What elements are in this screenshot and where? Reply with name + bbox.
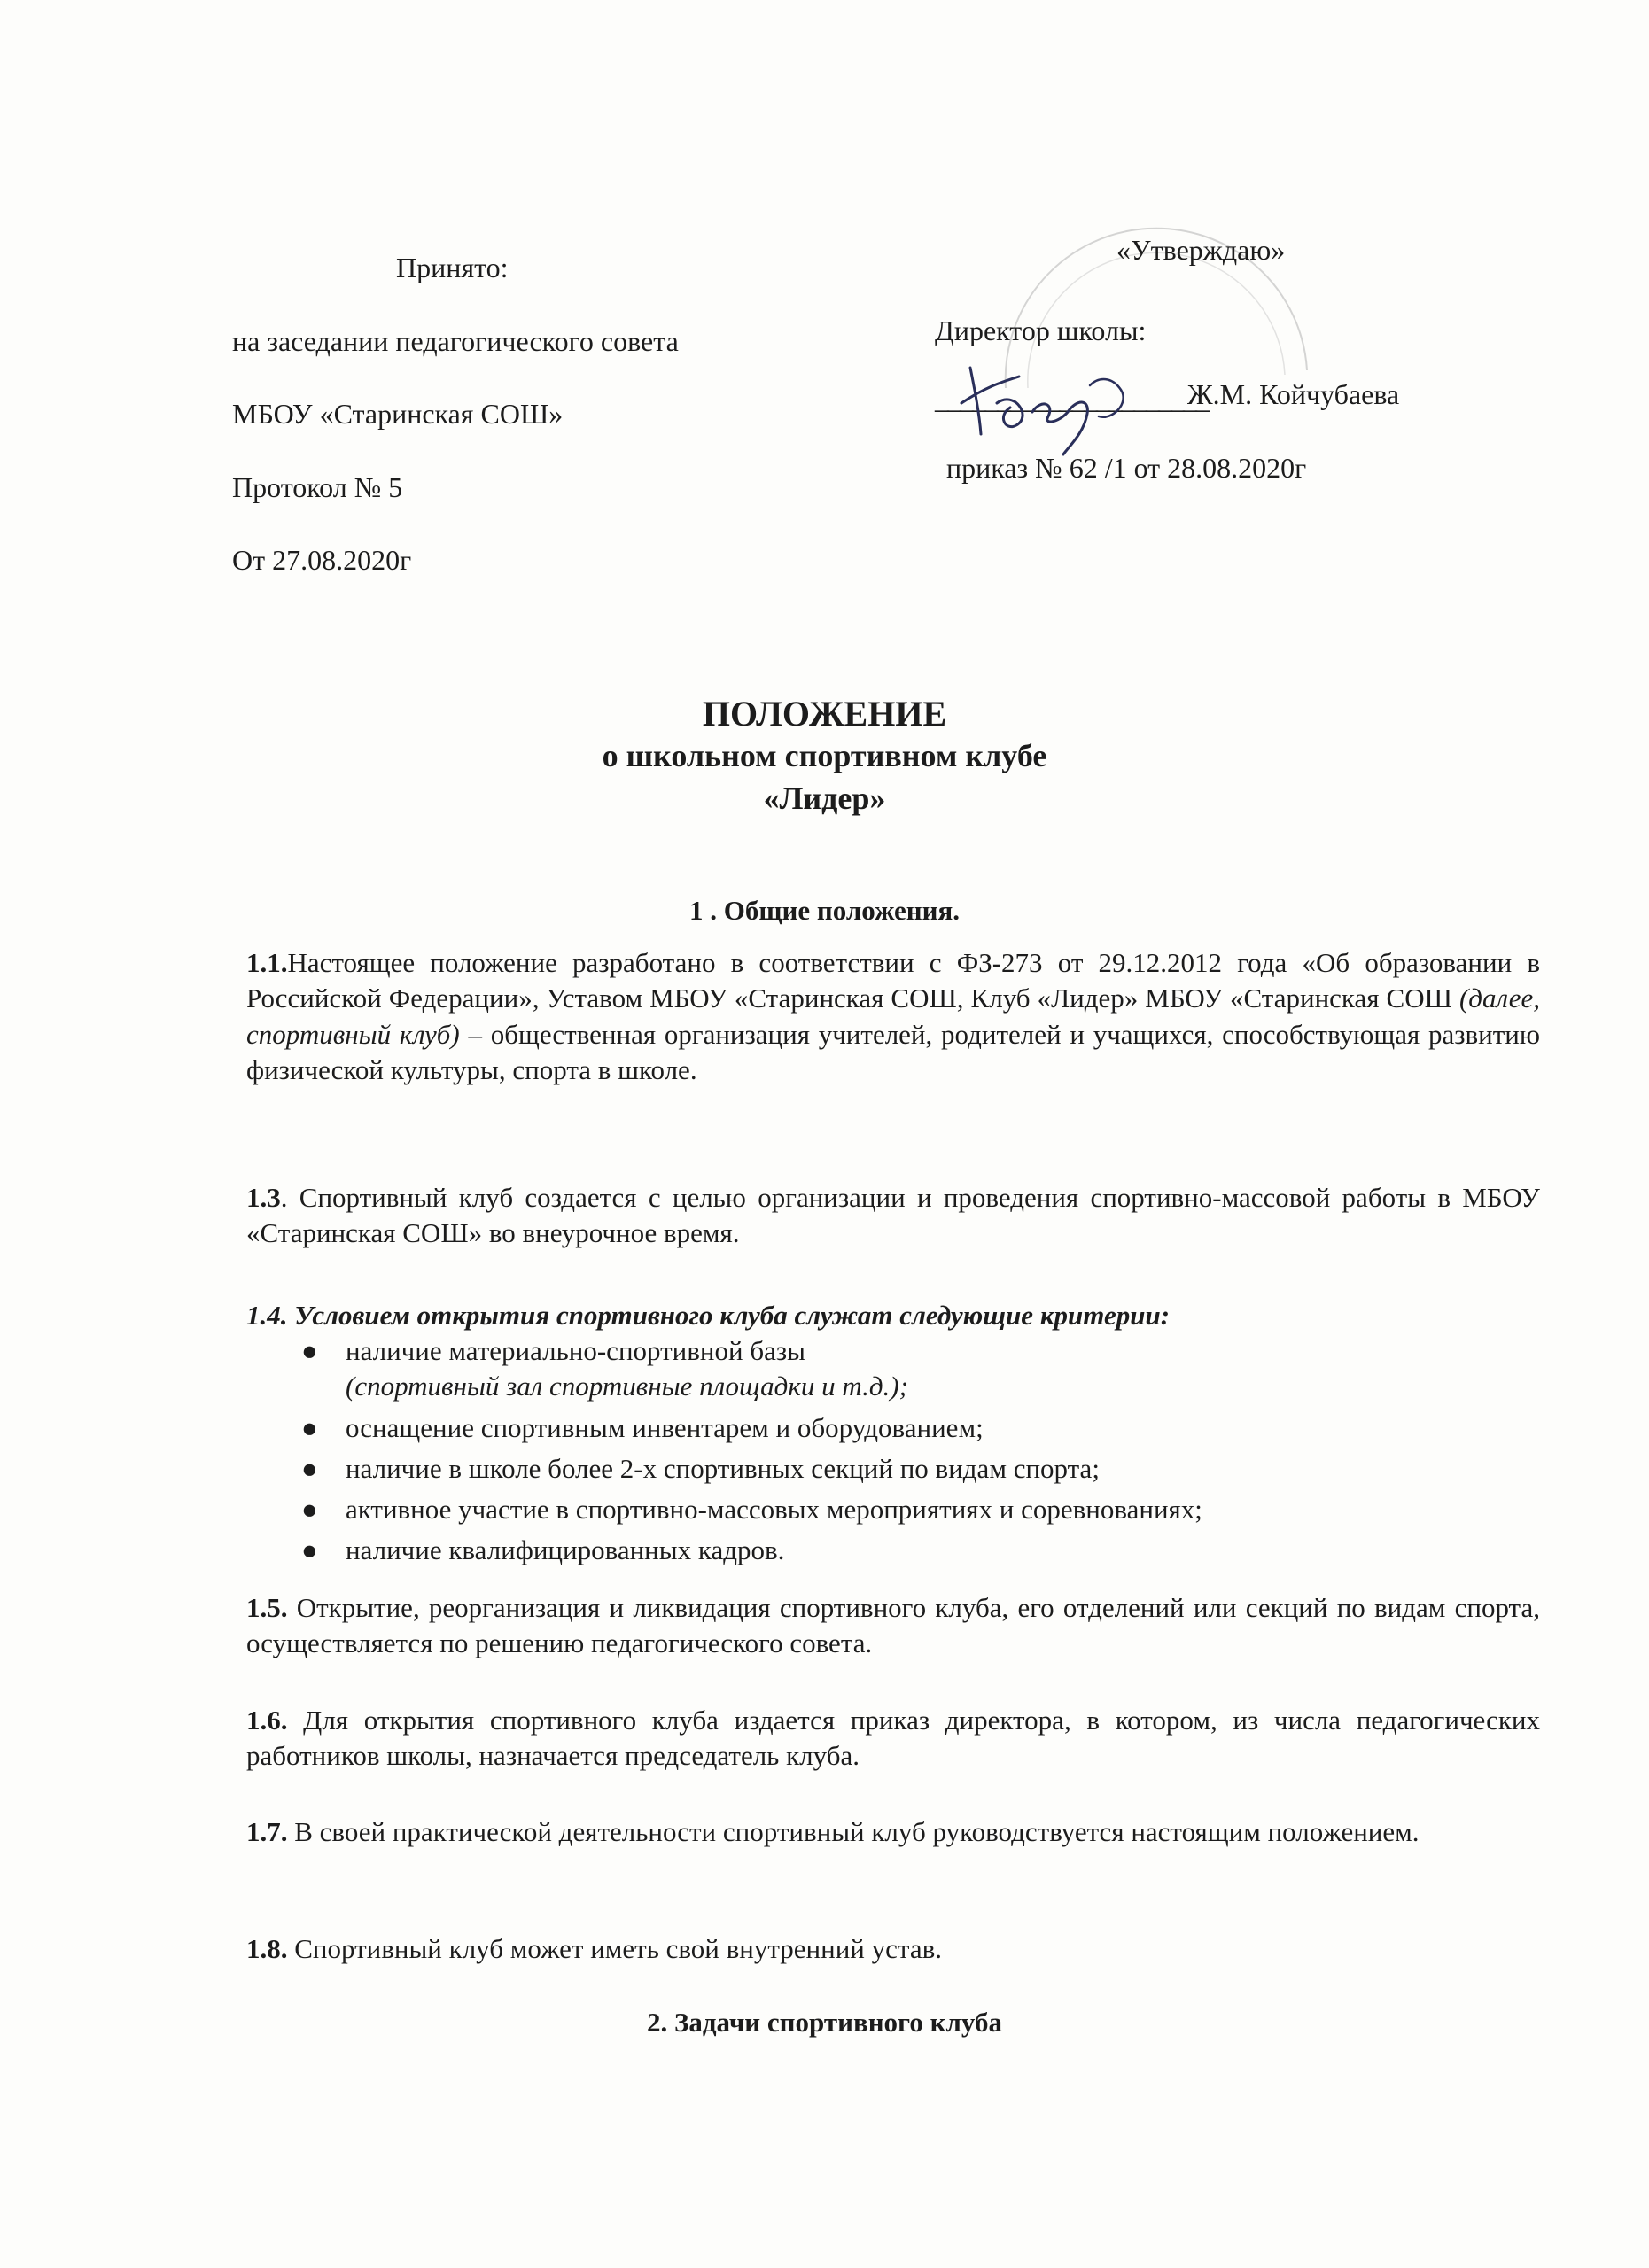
- paragraph-text-continued: – общественная организация учителей, родителей и учащихся, способствующая развитию физической культуры, спорта в школе.: [246, 1018, 1541, 1085]
- paragraph-text: . Спортивный клуб создается с целью организации и проведения спортивно-массовой работы в МБОУ «Старинская СОШ» во внеурочное время.: [246, 1182, 1540, 1249]
- paragraph-1-7: [246, 1814, 1540, 1850]
- section-2-heading: 2. Задачи спортивного клуба: [647, 2007, 1002, 2038]
- list-item: [301, 1410, 1542, 1446]
- paragraph-1-5: [246, 1590, 1540, 1662]
- bullet-icon: ●: [301, 1335, 318, 1366]
- list-item-text: наличие квалифицированных кадров.: [346, 1534, 785, 1566]
- list-item-italic: (спортивный зал спортивные площадки и т.д.);: [346, 1371, 908, 1402]
- list-item-text: оснащение спортивным инвентарем и оборудованием;: [346, 1411, 984, 1443]
- bullet-icon: ●: [301, 1452, 318, 1484]
- approve-label: «Утверждаю»: [1116, 234, 1286, 266]
- director-signature: [935, 350, 1183, 456]
- paragraph-1-6: [246, 1703, 1540, 1775]
- paragraph-1-3: [246, 1180, 1540, 1252]
- accepted-label: Принято:: [396, 252, 509, 284]
- bullet-icon: ●: [301, 1534, 318, 1566]
- list-item: [301, 1333, 1542, 1405]
- bullet-icon: ●: [301, 1494, 318, 1526]
- criteria-list: [301, 1333, 1542, 1574]
- paragraph-number: 1.6.: [246, 1705, 288, 1736]
- director-label: Директор школы:: [935, 315, 1147, 346]
- paragraph-text: Настоящее положение разработано в соответствии с ФЗ-273 от 29.12.2012 года «Об образовании в Российской Федерации», Уставом МБОУ «Старинская СОШ, Клуб «Лидер» МБОУ «Старинская СОШ: [246, 947, 1540, 1014]
- list-item-text: активное участие в спортивно-массовых мероприятиях и соревнованиях;: [346, 1494, 1202, 1526]
- protocol-label: Протокол № 5: [232, 471, 403, 503]
- paragraph-number: 1.3: [246, 1182, 281, 1213]
- paragraph-1-8: [246, 1931, 1540, 1967]
- paragraph-1-1: [246, 945, 1540, 1088]
- paragraph-text: Спортивный клуб может иметь свой внутренний устав.: [287, 1933, 942, 1964]
- director-name: Ж.М. Койчубаева: [1187, 378, 1400, 410]
- doc-title: ПОЛОЖЕНИЕ: [702, 694, 947, 734]
- paragraph-number: 1.5.: [246, 1592, 288, 1623]
- bullet-icon: ●: [301, 1411, 318, 1443]
- protocol-date: От 27.08.2020г: [232, 544, 412, 576]
- paragraph-1-4-heading: 1.4. Условием открытия спортивного клуба служат следующие критерии:: [246, 1300, 1171, 1331]
- paragraph-number: 1.7.: [246, 1816, 288, 1847]
- list-item: [301, 1492, 1542, 1527]
- list-item: [301, 1451, 1542, 1487]
- doc-subtitle: о школьном спортивном клубе: [602, 738, 1047, 773]
- paragraph-text: В своей практической деятельности спортивный клуб руководствуется настоящим положением.: [287, 1816, 1420, 1847]
- paragraph-italic: (далее, спортивный клуб): [246, 983, 1540, 1050]
- school-label: МБОУ «Старинская СОШ»: [232, 398, 564, 430]
- signature-line: ______________________: [935, 383, 1208, 415]
- section-1-heading: 1 . Общие положения.: [688, 895, 961, 926]
- list-item: [301, 1533, 1542, 1568]
- paragraph-number: 1.8.: [246, 1933, 288, 1964]
- list-item-text: наличие материально-спортивной базы: [346, 1335, 805, 1366]
- paragraph-text: Для открытия спортивного клуба издается приказ директора, в котором, из числа педагогических работников школы, назначается председатель клуба.: [246, 1705, 1540, 1772]
- meeting-label: на заседании педагогического совета: [232, 325, 679, 357]
- club-name: «Лидер»: [763, 781, 886, 816]
- paragraph-number: 1.1.: [246, 947, 288, 978]
- paragraph-text: Открытие, реорганизация и ликвидация спортивного клуба, его отделений или секций по видам спорта, осуществляется по решению педагогического совета.: [246, 1592, 1540, 1659]
- list-item-text: наличие в школе более 2-х спортивных секций по видам спорта;: [346, 1452, 1100, 1484]
- order-label: приказ № 62 /1 от 28.08.2020г: [946, 452, 1307, 484]
